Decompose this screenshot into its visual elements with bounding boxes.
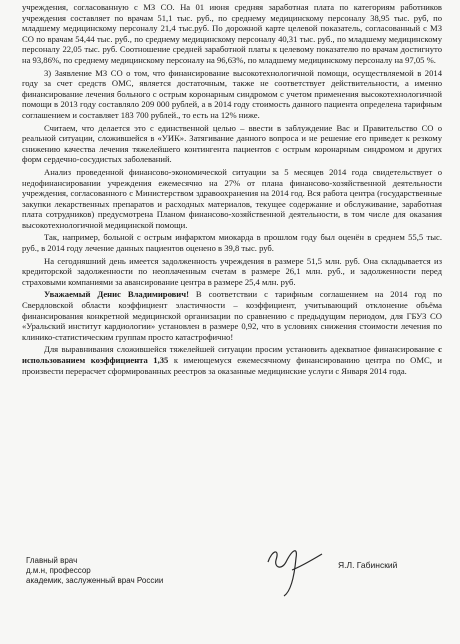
signer-position: Главный врач <box>26 556 78 565</box>
letter-body <box>22 2 442 378</box>
paragraph-appeal <box>22 289 442 342</box>
request-text-c: к имеющемуся ежемесячному финансированию центра по ОМС, и произвести перерасчет сформированных реестров за оказанные медицинские услуги с Января 2014 года. <box>22 355 442 376</box>
paragraph-debt: На сегодняшний день имеется задолженность учреждения в размере 51,5 млн. руб. Она складывается из кредиторской задолженности по неоплаченным счетам в размере 26,1 млн. руб., и задолженности перед страховыми компаниями за авансирование центра в размере 25,4 млн. руб. <box>22 255 442 287</box>
signer-name: Я.Л. Габинский <box>338 560 398 570</box>
appeal-text: В соответствии с тарифным соглашением на 2014 год по Свердловской области коэффициент эластичности – коэффициент, учитывающий отклонение объёма финансирования конкретной медицинской организации по сравнению с предыдущим периодом, для ГБУЗ СО «Уральский институт кардиологии» установлен в размере 0,92, что в условиях снижения стоимости лечения по клинико-статистическим группам просто катастрофично! <box>22 289 442 342</box>
paragraph-high-tech-funding: 3) Заявление МЗ СО о том, что финансирование высокотехнологичной помощи, осуществляемой в 2014 году за счет средств ОМС, является достаточным, также не соответствует действительности, а именно финансирование лечения больного с острым коронарным синдромом с учетом применения высокотехнологичной помощи в 2013 году составляло 209 000 рублей, а в 2014 году стоимость данного пациента определена тарифным соглашением и составляет 183 700 рублей., то есть на 12% ниже. <box>22 67 442 120</box>
paragraph-request <box>22 344 442 376</box>
request-coefficient: с использованием коэффициента 1,35 <box>22 344 442 365</box>
paragraph-salary: учреждения, согласованную с МЗ СО. На 01 июня средняя заработная плата по категориям работников учреждения составляет по врачам 51,1 тыс. руб., по среднему медицинскому персоналу 38,95 тыс. руб, по младшему медицинскому персоналу 21,4 тыс.руб. По дорожной карте целевой показатель, согласованный с МЗ СО по врачам 54,44 тыс. руб., по среднему медицинскому персоналу 40,31 тыс. руб., по младшему медицинскому персоналу 22,05 тыс. руб. Соотношение средней заработной платы к целевому показателю по врачам достигнуто на 93,86%, по среднему медицинскому персоналу на 96,63%, по младшему медицинскому персоналу на 97,05 %. <box>22 2 442 65</box>
paragraph-example: Так, например, больной с острым инфарктом миокарда в прошлом году был оценён в среднем 55,5 тыс. руб., в 2014 году лечение данных пациентов оценено в 39,8 тыс. руб. <box>22 232 442 254</box>
signature-title-block <box>26 556 163 586</box>
signer-degree: д.м.н, профессор <box>26 566 91 575</box>
request-text-a: Для выравнивания сложившейся тяжелейшей ситуации просим установить адекватное финансирование <box>44 344 439 355</box>
signer-honors: академик, заслуженный врач России <box>26 576 164 585</box>
paragraph-analysis: Анализ проведенной финансово-экономической ситуации за 5 месяцев 2014 года свидетельствует о недофинансировании учреждения ежемесячно на 27% от плана финансово-хозяйственной деятельности учреждения, согласованного с Министерством здравоохранения на 2014 год. Вся работа центра (государственные закупки лекарственных препаратов и расходных материалов, текущее содержание и обслуживание, заработная плата сотрудников) предусмотрена Планом финансово-хозяйственной деятельности, в том числе для оказания высокотехнологичной медицинской помощи. <box>22 166 442 230</box>
handwritten-signature-icon <box>262 540 332 600</box>
paragraph-conclusion: Считаем, что делается это с единственной целью – ввести в заблуждение Вас и Правительство СО о реальной ситуации, сложившейся в «УИК». Затягивание данного вопроса и не решение его приведет к резкому снижению качества лечения тяжелейшего контингента пациентов с острым коронарным синдромом и других форм сердечно-сосудистых заболеваний. <box>22 122 442 165</box>
salutation: Уважаемый Денис Владимирович! <box>44 289 189 300</box>
